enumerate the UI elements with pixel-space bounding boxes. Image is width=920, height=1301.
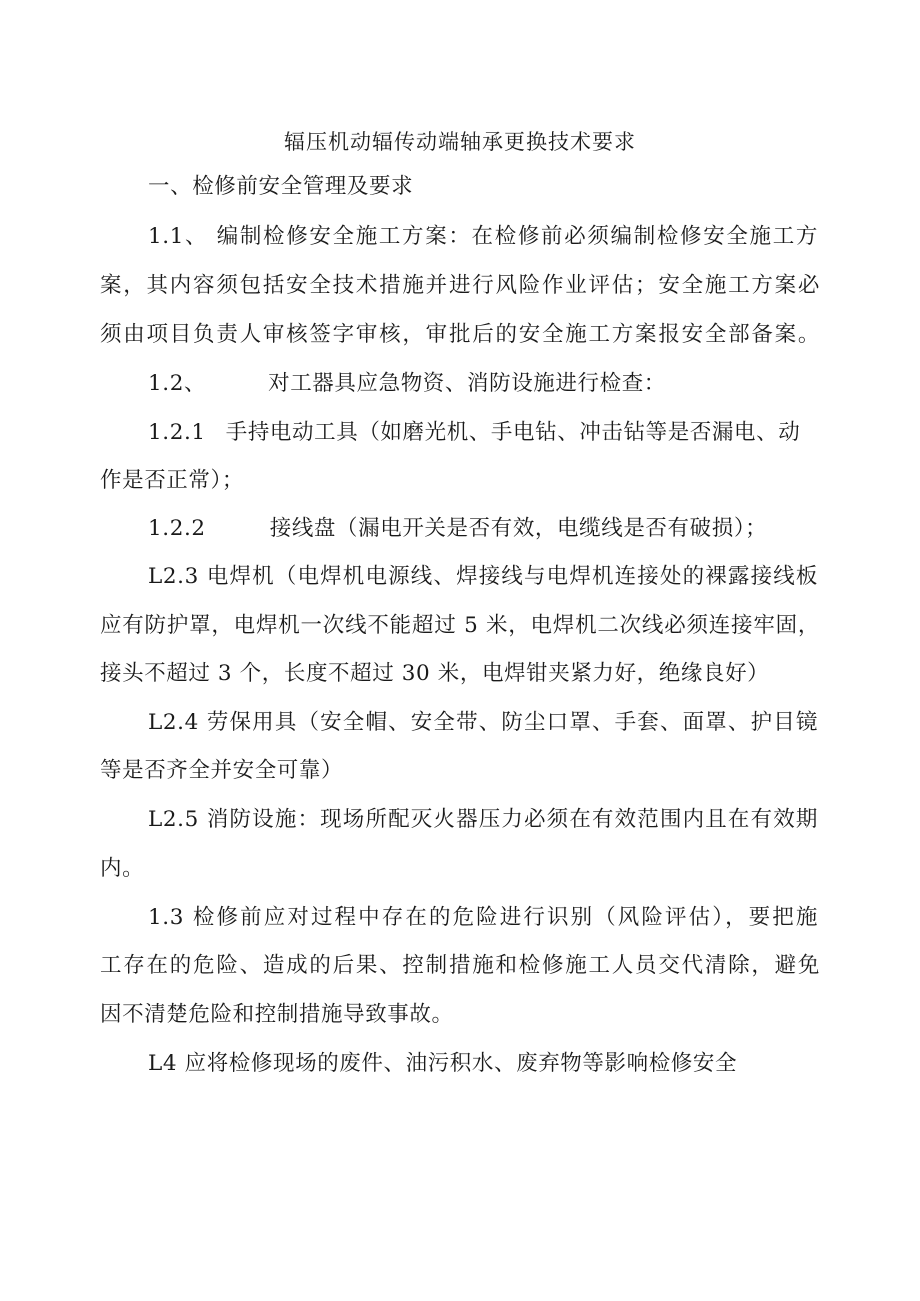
paragraph-1-4-line-1: L4 应将检修现场的废件、油污积水、废弃物等影响检修安全 [148, 1051, 738, 1076]
paragraph-1-2-1-text: 手持电动工具（如磨光机、手电钻、冲击钻等是否漏电、动 [225, 420, 801, 445]
paragraph-1-3-line-3: 因不清楚危险和控制措施导致事故。 [100, 1002, 454, 1027]
paragraph-1-2-1-line-1 [148, 418, 800, 448]
document-title: 辐压机动辐传动端轴承更换技术要求 [284, 130, 636, 154]
paragraph-1-2-1-line-2: 作是否正常）； [100, 468, 244, 493]
paragraph-1-2-5-line-1: L2.5 消防设施：现场所配灭火器压力必须在有效范围内且在有效期 [148, 807, 818, 832]
paragraph-1-3-line-1: 1.3 检修前应对过程中存在的危险进行识别（风险评估），要把施 [148, 905, 818, 930]
paragraph-1-2 [148, 369, 666, 399]
paragraph-1-2-2-number: 1.2.2 [148, 516, 206, 541]
paragraph-1-2-2-text: 接线盘（漏电开关是否有效，电缆线是否有破损）； [269, 516, 768, 541]
paragraph-1-2-4-line-2: 等是否齐全并安全可靠） [100, 758, 344, 783]
paragraph-1-2-2 [148, 514, 767, 544]
paragraph-1-1-line-3: 须由项目负责人审核签字审核，审批后的安全施工方案报安全部备案。 [100, 322, 820, 347]
paragraph-1-2-3-line-1: L2.3 电焊机（电焊机电源线、焊接线与电焊机连接处的裸露接线板 [148, 564, 818, 589]
paragraph-1-2-1-number: 1.2.1 [148, 420, 206, 445]
paragraph-1-3-line-2: 工存在的危险、造成的后果、控制措施和检修施工人员交代清除，避免 [100, 953, 820, 978]
paragraph-1-2-3-line-2: 应有防护罩，电焊机一次线不能超过 5 米，电焊机二次线必须连接牢固， [100, 613, 820, 638]
paragraph-1-2-text: 对工器具应急物资、消防设施进行检查： [268, 371, 666, 396]
paragraph-1-1-line-2: 案，其内容须包括安全技术措施并进行风险作业评估；安全施工方案必 [100, 273, 820, 298]
paragraph-1-2-number: 1.2、 [148, 371, 207, 396]
paragraph-1-2-5-line-2: 内。 [100, 856, 145, 881]
paragraph-1-2-4-line-1: L2.4 劳保用具（安全帽、安全带、防尘口罩、手套、面罩、护目镜 [148, 710, 818, 735]
section-heading: 一、检修前安全管理及要求 [148, 174, 414, 199]
paragraph-1-2-3-line-3: 接头不超过 3 个，长度不超过 30 米，电焊钳夹紧力好，绝缘良好） [100, 661, 770, 686]
paragraph-1-1-line-1: 1.1、 编制检修安全施工方案：在检修前必须编制检修安全施工方 [148, 224, 818, 249]
